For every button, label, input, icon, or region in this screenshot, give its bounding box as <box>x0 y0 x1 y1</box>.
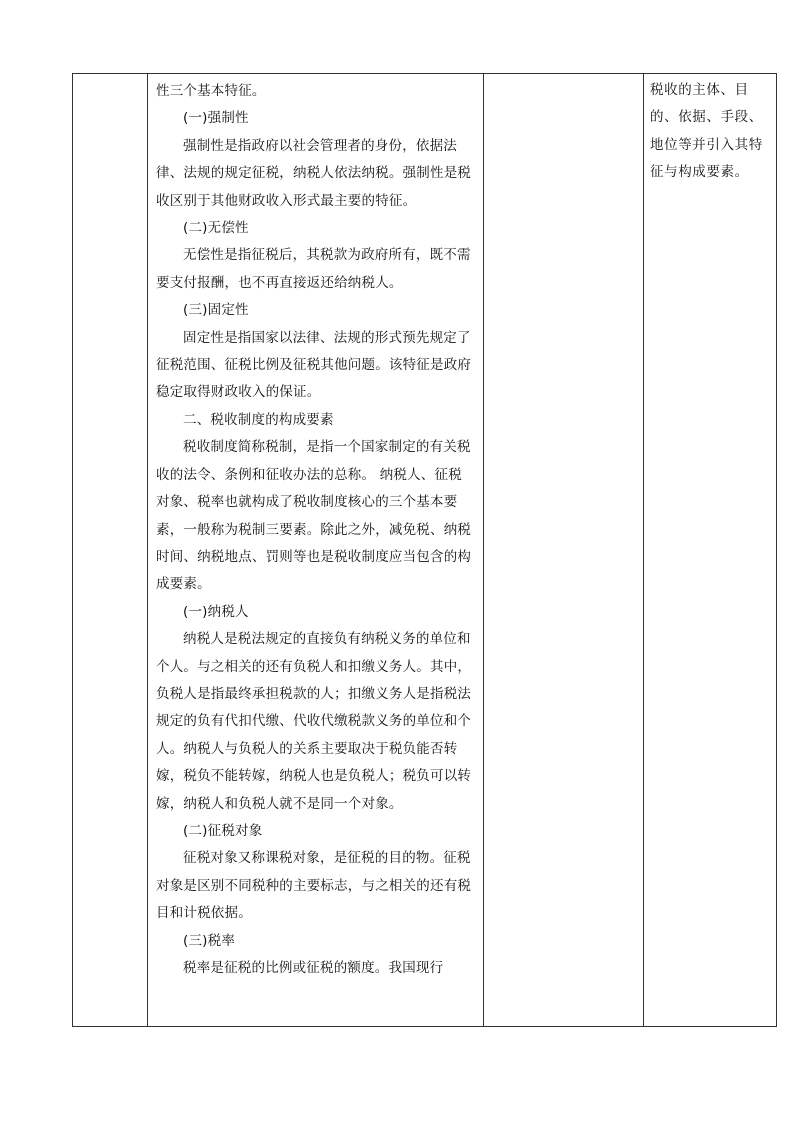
lesson-plan-table <box>72 73 777 1027</box>
section-heading: (一)纳税人 <box>183 603 249 620</box>
paragraph: 税收制度简称税制，是指一个国家制定的有关税收的法令、条例和征收办法的总称。 纳税人、征税对象、税率也就构成了税收制度核心的三个基本要素，一般称为税制三要素。除此之外，减免税、纳税时间、纳税地点、罚则等也是税收制度应当包含的构成要素。 <box>156 439 472 593</box>
section-heading: (三)固定性 <box>183 302 249 319</box>
table-row <box>73 74 777 1027</box>
section-heading: 二、税收制度的构成要素 <box>183 411 334 428</box>
section-heading: (三)税率 <box>183 932 236 949</box>
section-heading: (一)强制性 <box>183 110 249 127</box>
section-heading: (二)征税对象 <box>183 822 263 839</box>
side-note-cell <box>644 74 777 1027</box>
empty-cell-middle <box>484 74 644 1027</box>
empty-cell-left <box>73 74 148 1027</box>
paragraph: 无偿性是指征税后，其税款为政府所有，既不需要支付报酬，也不再直接返还给纳税人。 <box>156 247 471 291</box>
paragraph: 强制性是指政府以社会管理者的身份，依据法律、法规的规定征税，纳税人依法纳税。强制性是税收区别于其他财政收入形式最主要的特征。 <box>156 137 472 209</box>
paragraph: 征税对象又称课税对象，是征税的目的物。征税对象是区别不同税种的主要标志，与之相关的还有税目和计税依据。 <box>156 850 472 922</box>
paragraph: 固定性是指国家以法律、法规的形式预先规定了征税范围、征税比例及征税其他问题。该特征是政府稳定取得财政收入的保证。 <box>156 329 472 401</box>
section-heading: (二)无偿性 <box>183 220 249 237</box>
paragraph: 税率是征税的比例或征税的额度。我国现行 <box>183 960 444 976</box>
paragraph: 纳税人是税法规定的直接负有纳税义务的单位和个人。与之相关的还有负税人和扣缴义务人。其中，负税人是指最终承担税款的人；扣缴义务人是指税法规定的负有代扣代缴、代收代缴税款义务的单位和个人。纳税人与负税人的关系主要取决于税负能否转嫁，税负不能转嫁，纳税人也是负税人；税负可以转嫁，纳税人和负税人就不是同一个对象。 <box>156 631 472 812</box>
content-cell <box>148 74 484 1027</box>
side-note: 税收的主体、目的、依据、手段、地位等并引入其特征与构成要素。 <box>650 82 763 181</box>
paragraph: 性三个基本特征。 <box>156 83 266 99</box>
